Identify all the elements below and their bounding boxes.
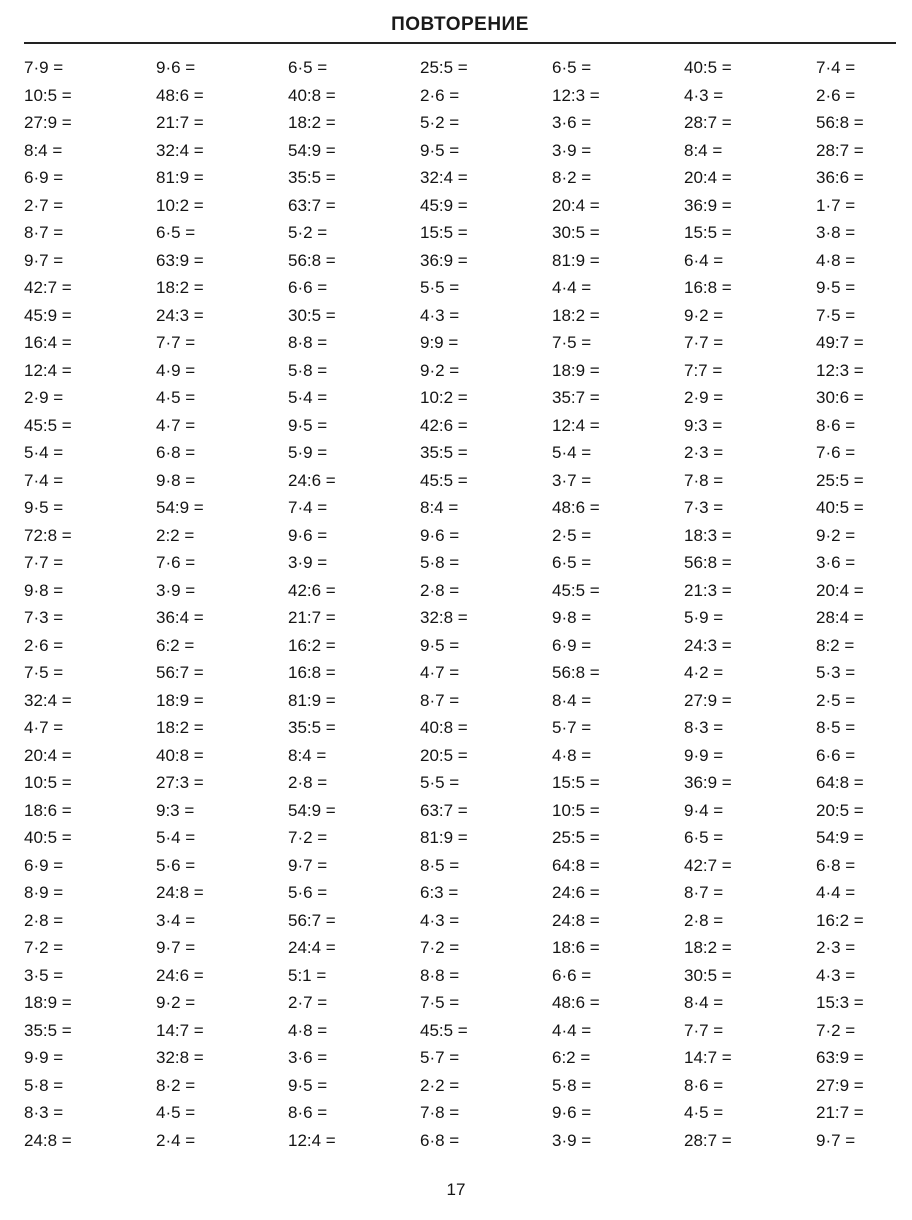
exercise-item: 2·8 = [420,580,460,600]
exercise-item: 15:5 = [684,223,732,242]
exercise-item: 9·6 = [420,525,460,545]
exercise-item: 24:3 = [684,635,732,655]
page-header [24,10,896,44]
exercise-item: 32:4 = [420,168,468,187]
exercise-item: 4·3 = [684,85,724,105]
exercise-item: 20:5 = [420,745,468,765]
exercise-item: 7·7 = [156,333,196,352]
exercise-item: 10:5 = [24,85,72,105]
exercise-item: 8·5 = [816,718,856,737]
exercise-item: 2·4 = [156,1130,196,1150]
exercise-item: 9·6 = [156,58,196,77]
page-number: 17 [446,1180,466,1199]
exercise-item: 27:9 = [24,113,72,132]
exercise-item: 4·8 = [552,745,592,765]
exercise-item: 42:6 = [420,415,468,435]
exercise-item: 40:8 = [288,85,336,105]
exercise-item: 2·5 = [552,525,592,545]
exercise-item: 3·8 = [816,223,856,242]
exercise-item: 40:5 = [684,58,732,77]
exercise-item: 2·9 = [684,388,724,407]
exercise-item: 6·8 = [420,1130,460,1150]
exercise-item: 30:5 = [684,965,732,985]
exercise-item: 25:5 = [552,828,600,847]
exercise-item: 4·5 = [156,1103,196,1122]
exercise-item: 4·3 = [420,305,460,325]
exercise-item: 8·3 = [684,718,724,737]
exercise-item: 9·6 = [288,525,328,545]
exercise-item: 45:5 = [552,580,600,600]
exercise-item: 35:7 = [552,388,600,407]
exercise-item: 9·5 = [24,498,64,517]
exercise-item: 20:4 = [24,745,72,765]
exercise-item: 63:7 = [420,800,468,820]
exercise-item: 24:4 = [288,938,336,957]
exercise-item: 9·7 = [288,855,328,875]
exercise-item: 64:8 = [552,855,600,875]
exercise-item: 16:8 = [684,278,732,297]
exercise-item: 2·8 = [684,910,724,930]
exercise-item: 24:8 = [552,910,600,930]
exercise-item: 6·4 = [684,250,724,270]
exercise-item: 27:9 = [684,690,732,710]
exercise-item: 8·7 = [24,223,64,242]
exercise-item: 9·7 = [816,1130,856,1150]
exercise-item: 36:6 = [816,168,864,187]
exercise-item: 9·8 = [552,608,592,627]
exercise-item: 12:3 = [816,360,864,380]
exercise-item: 3·7 = [552,470,592,490]
exercise-item: 8·6 = [684,1075,724,1095]
exercise-item: 1·7 = [816,195,856,215]
exercise-item: 24:6 = [288,470,336,490]
exercise-item: 7:7 = [684,360,723,380]
exercise-item: 54:9 = [288,140,336,160]
exercise-item: 5·2 = [288,223,328,242]
exercise-item: 42:7 = [24,278,72,297]
exercise-item: 5·9 = [288,443,328,462]
exercise-item: 4·4 = [552,278,592,297]
exercise-item: 8·7 = [684,883,724,902]
exercise-item: 32:8 = [420,608,468,627]
exercise-item: 9·4 = [684,800,724,820]
exercise-item: 63:9 = [156,250,204,270]
exercise-item: 6·5 = [552,58,592,77]
exercise-item: 24:3 = [156,305,204,325]
exercise-item: 30:5 = [288,305,336,325]
exercise-item: 54:9 = [288,800,336,820]
exercise-item: 5·8 = [288,360,328,380]
exercise-item: 7·6 = [156,553,196,572]
exercise-item: 24:8 = [24,1130,72,1150]
exercise-item: 40:8 = [420,718,468,737]
exercise-item: 7·5 = [24,663,64,682]
exercise-item: 36:9 = [684,773,732,792]
exercise-item: 5·4 = [552,443,592,462]
page-title: ПОВТОРЕНИЕ [391,14,529,35]
exercise-item: 24:6 = [156,965,204,985]
exercise-item: 2·7 = [24,195,64,215]
exercise-item: 4·7 = [420,663,460,682]
exercise-item: 35:5 = [288,168,336,187]
exercise-item: 8·4 = [552,690,592,710]
exercise-item: 8·5 = [420,855,460,875]
exercise-item: 4·5 = [684,1103,724,1122]
exercise-item: 2·2 = [420,1075,460,1095]
exercise-item: 9·6 = [552,1103,592,1122]
exercise-item: 63:9 = [816,1048,864,1067]
exercise-item: 14:7 = [684,1048,732,1067]
exercise-item: 48:6 = [552,993,600,1012]
exercise-item: 6·6 = [816,745,856,765]
exercise-item: 18:2 = [156,718,204,737]
exercise-item: 2·9 = [24,388,64,407]
exercise-item: 36:9 = [684,195,732,215]
exercise-item: 18:9 = [24,993,72,1012]
exercise-item: 2·6 = [816,85,856,105]
exercise-item: 7·7 = [24,553,64,572]
exercise-item: 81:9 = [288,690,336,710]
exercise-item: 49:7 = [816,333,864,352]
exercise-item: 81:9 = [552,250,600,270]
exercise-item: 27:9 = [816,1075,864,1095]
exercise-item: 12:4 = [24,360,72,380]
exercise-item: 2·3 = [816,938,856,957]
exercise-item: 3·6 = [816,553,856,572]
exercise-item: 9·2 = [156,993,196,1012]
exercise-item: 5·8 = [24,1075,64,1095]
exercise-item: 24:8 = [156,883,204,902]
exercise-item: 5·2 = [420,113,460,132]
exercise-item: 7·9 = [24,58,64,77]
exercise-item: 10:5 = [552,800,600,820]
exercise-item: 30:5 = [552,223,600,242]
exercise-item: 8·9 = [24,883,64,902]
exercise-item: 54:9 = [816,828,864,847]
exercise-item: 8·8 = [420,965,460,985]
exercise-item: 2:2 = [156,525,195,545]
exercise-item: 5:1 = [288,965,327,985]
exercise-item: 36:4 = [156,608,204,627]
exercise-item: 8:4 = [420,498,459,517]
exercise-item: 16:4 = [24,333,72,352]
exercise-item: 5·5 = [420,773,460,792]
exercise-item: 28:4 = [816,608,864,627]
exercise-item: 21:7 = [816,1103,864,1122]
exercise-item: 4·3 = [816,965,856,985]
exercise-item: 18:2 = [288,113,336,132]
exercise-item: 6:3 = [420,883,459,902]
exercise-item: 7·2 = [288,828,328,847]
exercise-item: 4·5 = [156,388,196,407]
exercise-item: 12:4 = [552,415,600,435]
exercise-item: 9·5 = [816,278,856,297]
exercise-item: 18:6 = [552,938,600,957]
exercise-item: 40:8 = [156,745,204,765]
exercise-item: 7·5 = [816,305,856,325]
exercise-item: 2·5 = [816,690,856,710]
exercise-item: 10:2 = [156,195,204,215]
exercise-item: 18:6 = [24,800,72,820]
exercise-item: 32:8 = [156,1048,204,1067]
exercise-item: 35:5 = [24,1020,72,1040]
exercise-item: 20:4 = [684,168,732,187]
exercise-item: 15:5 = [552,773,600,792]
exercise-item: 12:4 = [288,1130,336,1150]
exercise-item: 7·2 = [24,938,64,957]
exercise-item: 18:3 = [684,525,732,545]
exercise-item: 81:9 = [420,828,468,847]
exercise-item: 8:4 = [24,140,63,160]
exercise-item: 21:7 = [288,608,336,627]
exercise-item: 5·7 = [552,718,592,737]
exercise-item: 7·5 = [420,993,460,1012]
exercise-item: 56:8 = [552,663,600,682]
exercise-item: 7·4 = [288,498,328,517]
exercise-item: 7·5 = [552,333,592,352]
exercise-item: 56:7 = [288,910,336,930]
exercise-item: 8:4 = [288,745,327,765]
exercise-item: 42:7 = [684,855,732,875]
exercise-item: 3·5 = [24,965,64,985]
exercise-item: 9·8 = [24,580,64,600]
exercise-item: 6·8 = [816,855,856,875]
exercise-item: 8·3 = [24,1103,64,1122]
exercise-item: 7·3 = [684,498,724,517]
exercise-item: 7·4 = [24,470,64,490]
exercise-item: 9·2 = [816,525,856,545]
exercise-item: 4·9 = [156,360,196,380]
exercise-item: 30:6 = [816,388,864,407]
exercise-item: 32:4 = [156,140,204,160]
exercise-item: 48:6 = [552,498,600,517]
exercise-item: 6·9 = [552,635,592,655]
exercise-item: 2·3 = [684,443,724,462]
exercise-item: 12:3 = [552,85,600,105]
exercise-item: 5·6 = [288,883,328,902]
exercise-item: 6·6 = [288,278,328,297]
exercise-item: 24:6 = [552,883,600,902]
exercise-item: 28:7 = [684,113,732,132]
exercise-item: 9·9 = [24,1048,64,1067]
exercise-item: 4·2 = [684,663,724,682]
exercise-item: 8:4 = [684,140,723,160]
exercise-item: 20:5 = [816,800,864,820]
exercise-item: 3·9 = [156,580,196,600]
exercise-item: 40:5 = [816,498,864,517]
exercise-item: 56:8 = [816,113,864,132]
exercise-item: 15:3 = [816,993,864,1012]
exercise-item: 6·8 = [156,443,196,462]
exercise-item: 18:2 = [684,938,732,957]
exercise-item: 16:2 = [288,635,336,655]
exercise-item: 9·5 = [288,1075,328,1095]
exercise-item: 3·9 = [552,1130,592,1150]
exercise-item: 16:8 = [288,663,336,682]
exercise-item: 6·5 = [684,828,724,847]
exercise-item: 3·4 = [156,910,196,930]
exercise-item: 7·4 = [816,58,856,77]
exercise-item: 4·7 = [156,415,196,435]
exercise-item: 14:7 = [156,1020,204,1040]
exercise-item: 21:3 = [684,580,732,600]
exercise-item: 2·6 = [420,85,460,105]
exercise-item: 8·2 = [156,1075,196,1095]
exercise-item: 5·4 = [288,388,328,407]
exercise-item: 3·9 = [288,553,328,572]
exercise-item: 9·9 = [684,745,724,765]
exercise-item: 3·6 = [552,113,592,132]
exercise-item: 2·8 = [24,910,64,930]
exercise-item: 56:8 = [288,250,336,270]
exercise-item: 6:2 = [156,635,195,655]
exercise-item: 5·4 = [24,443,64,462]
exercise-item: 48:6 = [156,85,204,105]
exercise-item: 45:5 = [24,415,72,435]
exercise-item: 28:7 = [684,1130,732,1150]
exercise-item: 5·4 = [156,828,196,847]
exercise-item: 25:5 = [816,470,864,490]
exercise-item: 18:2 = [156,278,204,297]
exercise-item: 7·2 = [816,1020,856,1040]
exercise-item: 9·8 = [156,470,196,490]
exercise-item: 18:2 = [552,305,600,325]
exercise-item: 27:3 = [156,773,204,792]
exercise-item: 4·4 = [816,883,856,902]
exercise-item: 18:9 = [552,360,600,380]
exercise-item: 3·9 = [552,140,592,160]
exercise-item: 25:5 = [420,58,468,77]
exercise-item: 9·2 = [420,360,460,380]
exercise-item: 9:9 = [420,333,459,352]
exercise-item: 8·4 = [684,993,724,1012]
exercise-item: 6·9 = [24,855,64,875]
exercise-item: 10:5 = [24,773,72,792]
exercise-item: 6·5 = [156,223,196,242]
exercise-item: 28:7 = [816,140,864,160]
exercise-item: 5·7 = [420,1048,460,1067]
exercise-item: 3·6 = [288,1048,328,1067]
exercise-item: 18:9 = [156,690,204,710]
exercise-item: 5·5 = [420,278,460,297]
exercise-item: 36:9 = [420,250,468,270]
exercise-grid [24,54,904,1170]
exercise-item: 8·8 = [288,333,328,352]
exercise-item: 56:7 = [156,663,204,682]
exercise-item: 45:5 = [420,1020,468,1040]
exercise-item: 9·5 = [420,140,460,160]
exercise-item: 4·7 = [24,718,64,737]
exercise-item: 6·6 = [552,965,592,985]
exercise-item: 2·8 = [288,773,328,792]
exercise-item: 4·8 = [288,1020,328,1040]
exercise-item: 45:9 = [420,195,468,215]
exercise-item: 64:8 = [816,773,864,792]
exercise-item: 15:5 = [420,223,468,242]
exercise-item: 42:6 = [288,580,336,600]
exercise-item: 2·6 = [24,635,64,655]
exercise-item: 9·7 = [156,938,196,957]
exercise-item: 9:3 = [156,800,195,820]
exercise-item: 54:9 = [156,498,204,517]
exercise-item: 9·5 = [420,635,460,655]
exercise-item: 20:4 = [552,195,600,215]
exercise-item: 7·7 = [684,1020,724,1040]
exercise-item: 9·7 = [24,250,64,270]
exercise-item: 5·8 = [420,553,460,572]
exercise-item: 7·8 = [684,470,724,490]
exercise-item: 40:5 = [24,828,72,847]
exercise-item: 8·2 = [552,168,592,187]
exercise-item: 7·8 = [420,1103,460,1122]
exercise-item: 9·2 = [684,305,724,325]
exercise-item: 7·7 = [684,333,724,352]
exercise-item: 7·3 = [24,608,64,627]
exercise-item: 81:9 = [156,168,204,187]
exercise-item: 8·6 = [816,415,856,435]
exercise-item: 8:2 = [816,635,855,655]
exercise-item: 16:2 = [816,910,864,930]
exercise-item: 4·8 = [816,250,856,270]
exercise-item: 72:8 = [24,525,72,545]
exercise-item: 35:5 = [288,718,336,737]
exercise-item: 5·6 = [156,855,196,875]
exercise-item: 8·7 = [420,690,460,710]
exercise-item: 63:7 = [288,195,336,215]
exercise-item: 6·5 = [288,58,328,77]
exercise-item: 4·4 = [552,1020,592,1040]
exercise-item: 4·3 = [420,910,460,930]
exercise-item: 45:5 = [420,470,468,490]
exercise-item: 6:2 = [552,1048,591,1067]
exercise-item: 2·7 = [288,993,328,1012]
exercise-item: 10:2 = [420,388,468,407]
exercise-item: 32:4 = [24,690,72,710]
exercise-item: 56:8 = [684,553,732,572]
exercise-item: 7·6 = [816,443,856,462]
exercise-item: 9·5 = [288,415,328,435]
exercise-item: 20:4 = [816,580,864,600]
exercise-item: 5·3 = [816,663,856,682]
exercise-item: 45:9 = [24,305,72,325]
exercise-item: 5·9 = [684,608,724,627]
exercise-item: 21:7 = [156,113,204,132]
exercise-item: 7·2 = [420,938,460,957]
exercise-item: 6·5 = [552,553,592,572]
exercise-item: 8·6 = [288,1103,328,1122]
exercise-item: 5·8 = [552,1075,592,1095]
exercise-item: 6·9 = [24,168,64,187]
exercise-item: 35:5 = [420,443,468,462]
exercise-item: 9:3 = [684,415,723,435]
